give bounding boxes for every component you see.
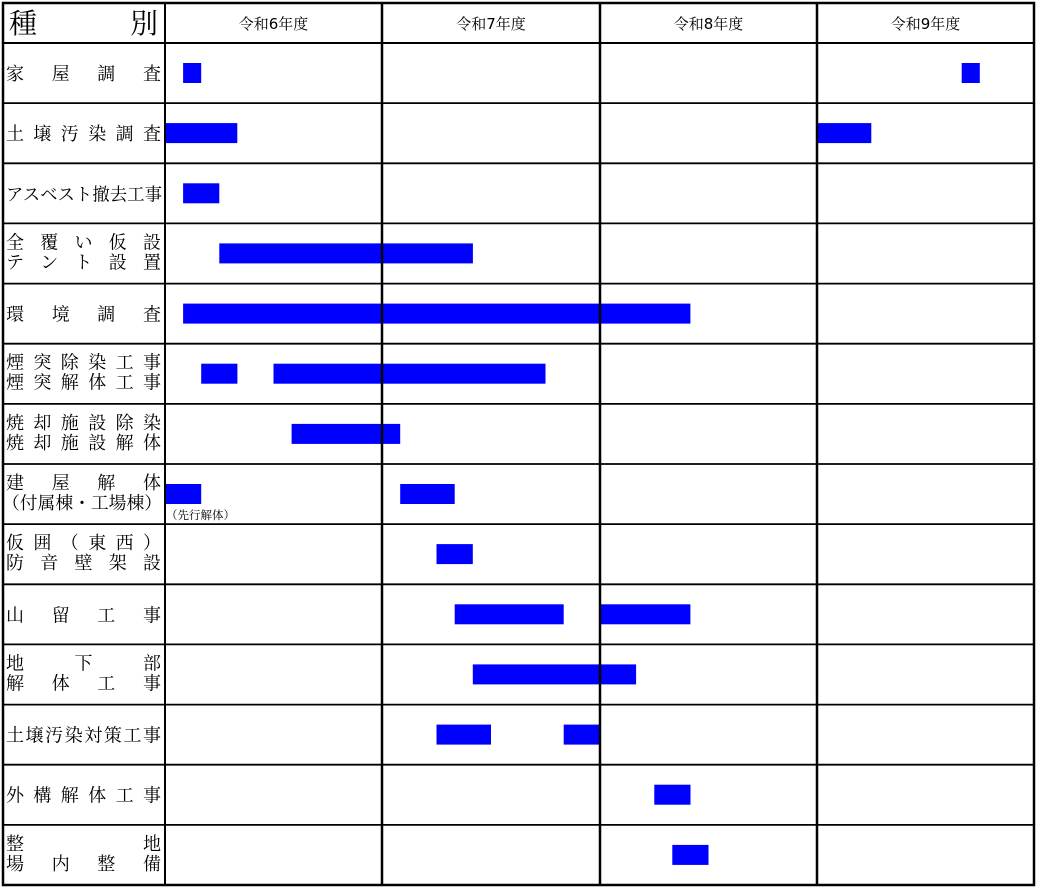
row-label: 査 xyxy=(143,64,161,85)
row-label: 構 xyxy=(33,785,52,807)
row-label: 焼 xyxy=(6,432,24,454)
row-label: 屋 xyxy=(51,473,70,494)
row-label: 工 xyxy=(115,785,134,807)
row-label: 壌 xyxy=(33,124,52,146)
row-label: 東 xyxy=(88,533,107,555)
row-label: 全 xyxy=(6,232,24,254)
gantt-bar xyxy=(437,725,492,745)
row-label: 事 xyxy=(143,372,161,394)
row-label: 解 xyxy=(6,673,24,695)
row-note: （先行解体） xyxy=(166,508,235,522)
gantt-bar xyxy=(962,63,980,83)
gantt-bar xyxy=(473,664,636,684)
row-label: 仮 xyxy=(6,533,24,555)
row-label: 除 xyxy=(60,352,79,374)
row-label: 音 xyxy=(40,553,59,575)
row-label: 事 xyxy=(143,352,161,374)
row-label: 工 xyxy=(115,352,134,374)
row-label: 汚 xyxy=(60,124,79,146)
row-label: い xyxy=(74,232,93,254)
row-label: ン xyxy=(40,252,59,274)
gantt-bar xyxy=(672,845,708,865)
row-label: 覆 xyxy=(40,232,59,254)
row-label: 土 xyxy=(6,725,24,747)
row-label: 内 xyxy=(51,853,70,875)
row-label: 土 xyxy=(6,124,24,146)
row-label: 解 xyxy=(60,785,79,807)
row-label: 壌 xyxy=(25,725,44,747)
row-label: 地 xyxy=(143,833,161,855)
row-label: 設 xyxy=(88,412,107,434)
row-label: 設 xyxy=(143,553,161,575)
row-label: （付属棟・工場棟） xyxy=(2,494,163,514)
row-label: 地 xyxy=(6,653,24,675)
row-label: 対 xyxy=(84,725,103,747)
row-label: ） xyxy=(143,533,161,555)
row-label: 却 xyxy=(33,432,52,454)
row-label: 架 xyxy=(108,553,127,575)
row-label: 防 xyxy=(6,553,24,575)
gantt-bar xyxy=(165,123,237,143)
row-label: 囲 xyxy=(33,533,52,555)
row-label: 体 xyxy=(88,372,107,394)
gantt-bar xyxy=(183,183,219,203)
row-label: 査 xyxy=(143,124,161,146)
row-label: 調 xyxy=(115,124,134,146)
gantt-bar xyxy=(817,123,871,143)
row-label: 煙 xyxy=(6,372,24,394)
row-label: 突 xyxy=(33,372,52,394)
row-label: アスベスト撤去工事 xyxy=(6,185,162,206)
row-label: 事 xyxy=(143,785,161,807)
row-label: 体 xyxy=(143,473,161,494)
year-header: 令和9年度 xyxy=(890,15,961,33)
gantt-bar xyxy=(183,304,690,324)
row-label: 事 xyxy=(143,605,161,627)
row-label: 部 xyxy=(143,653,161,675)
row-label: 染 xyxy=(143,412,161,434)
row-label: 備 xyxy=(143,853,161,875)
year-header: 令和6年度 xyxy=(238,15,309,33)
row-label: 焼 xyxy=(6,412,24,434)
row-label: 解 xyxy=(115,432,134,454)
row-label: 整 xyxy=(97,853,116,875)
row-label: 事 xyxy=(143,725,161,747)
row-label: 下 xyxy=(74,653,93,675)
gantt-bar xyxy=(274,364,546,384)
gantt-bar xyxy=(400,484,455,504)
row-label: 査 xyxy=(143,304,161,326)
row-label: 事 xyxy=(143,673,161,695)
gantt-bar xyxy=(437,544,473,564)
row-label: 設 xyxy=(143,232,161,254)
row-label: 建 xyxy=(6,473,24,494)
row-label: 策 xyxy=(103,725,122,747)
header-category-label: 種 xyxy=(9,7,38,40)
row-label: 置 xyxy=(143,252,161,274)
row-label: 仮 xyxy=(108,232,127,254)
row-label: 汚 xyxy=(45,725,64,747)
gantt-bar xyxy=(654,785,690,805)
header-category-label: 別 xyxy=(130,7,159,40)
row-label: 施 xyxy=(60,432,79,454)
row-label: 調 xyxy=(97,304,116,326)
year-header: 令和7年度 xyxy=(456,15,526,33)
gantt-bar xyxy=(292,424,401,444)
gantt-bar xyxy=(201,364,237,384)
row-label: 工 xyxy=(97,673,116,695)
gantt-bar xyxy=(183,63,201,83)
row-label: 場 xyxy=(6,853,24,875)
row-label: 工 xyxy=(97,605,116,627)
row-label: 壁 xyxy=(74,553,93,575)
row-label: 工 xyxy=(115,372,134,394)
row-label: 西 xyxy=(115,533,134,555)
gantt-bar xyxy=(165,484,201,504)
row-label: 工 xyxy=(123,725,142,747)
row-label: テ xyxy=(6,252,24,274)
row-label: 設 xyxy=(88,432,107,454)
gantt-bar xyxy=(455,604,564,624)
row-label: 留 xyxy=(51,605,70,627)
row-label: （ xyxy=(60,533,79,555)
row-label: 解 xyxy=(97,473,116,494)
row-label: 解 xyxy=(60,372,79,394)
row-label: 設 xyxy=(108,252,127,274)
row-label: 染 xyxy=(88,352,107,374)
row-label: 染 xyxy=(88,124,107,146)
year-header: 令和8年度 xyxy=(673,15,744,33)
row-label: 体 xyxy=(143,432,161,454)
gantt-bar xyxy=(564,725,600,745)
row-label: 外 xyxy=(6,785,24,807)
row-label: 染 xyxy=(64,725,83,747)
row-label: 屋 xyxy=(51,64,70,85)
row-label: 煙 xyxy=(6,352,24,374)
gantt-bar xyxy=(219,243,473,263)
row-label: 施 xyxy=(60,412,79,434)
gantt-bar xyxy=(600,604,690,624)
row-label: 境 xyxy=(51,304,70,326)
row-label: 却 xyxy=(33,412,52,434)
row-label: 整 xyxy=(6,833,24,855)
row-label: 家 xyxy=(6,64,24,85)
row-label: 体 xyxy=(51,673,70,695)
row-label: 環 xyxy=(6,304,24,326)
row-label: 突 xyxy=(33,352,52,374)
row-label: ト xyxy=(74,252,93,274)
row-label: 体 xyxy=(88,785,107,807)
row-label: 山 xyxy=(6,605,24,627)
row-label: 調 xyxy=(97,64,116,85)
row-label: 除 xyxy=(115,412,134,434)
